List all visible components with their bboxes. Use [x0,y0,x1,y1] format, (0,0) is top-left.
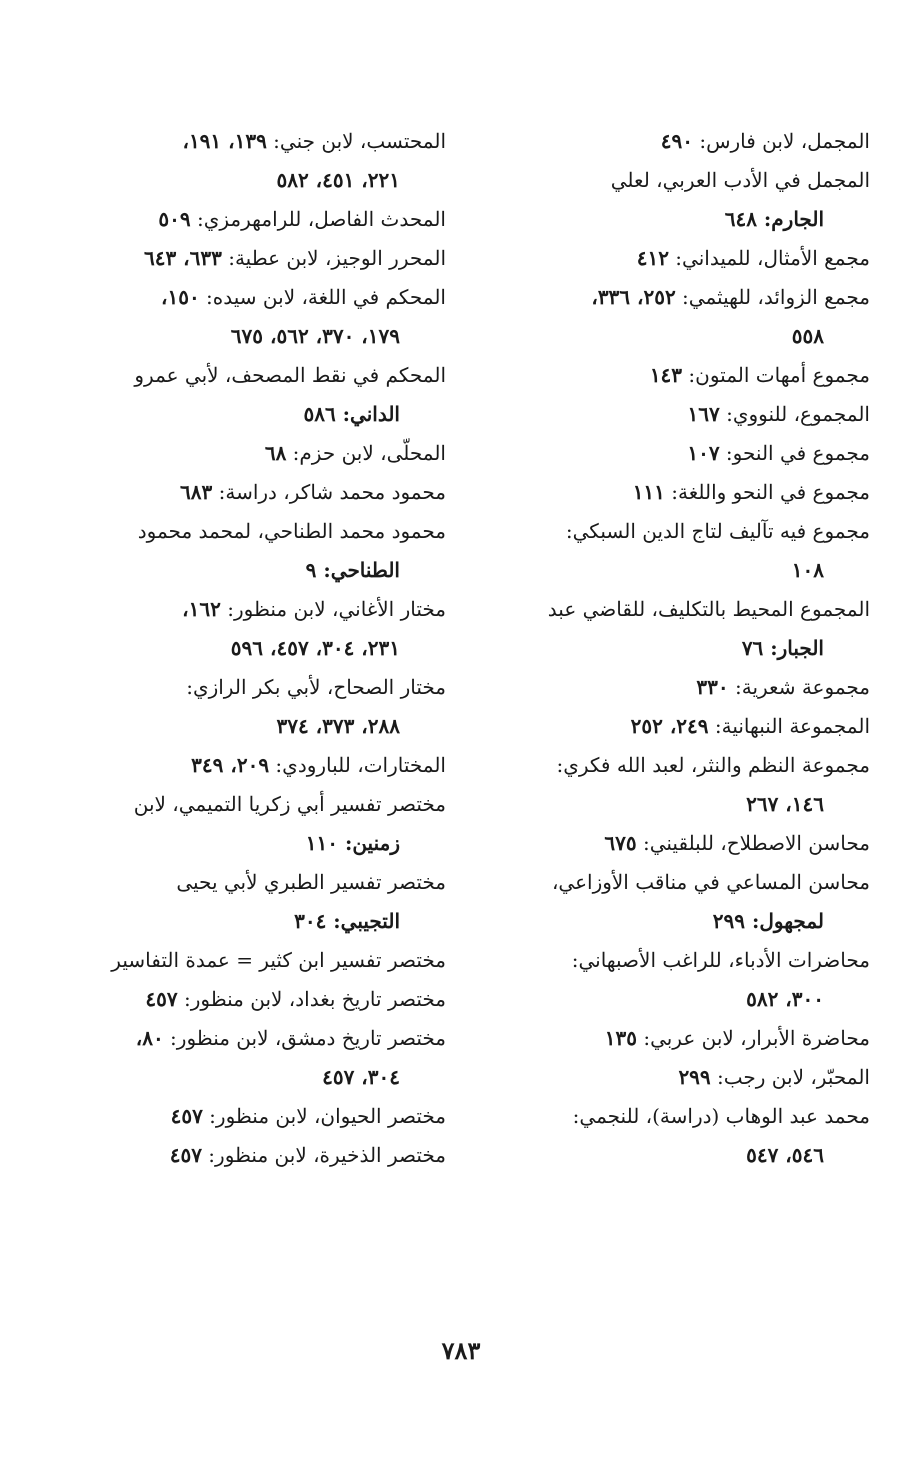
index-entry [498,707,870,746]
index-entry [498,512,870,590]
entry-title [74,785,446,824]
entry-continuation: الجبار: ٧٦ [741,636,824,660]
entry-title-text: محمود محمد الطناحي، لمحمد محمود [137,519,446,543]
entry-title [74,668,446,707]
index-entry [74,1136,446,1175]
index-entry [74,785,446,863]
index-column-left [74,122,446,1175]
entry-title-text: مجمع الزوائد، للهيثمي: [675,285,870,309]
index-entry [74,200,446,239]
entry-title-text: محاضرات الأدباء، للراغب الأصبهاني: [571,948,870,972]
entry-continuation: ٥٥٨ [791,324,824,348]
entry-title-text: مجموعة شعرية: [728,675,870,699]
entry-title-text: المحتسب، لابن جني: [266,129,446,153]
entry-pages: ٤٥٧ [170,1104,203,1128]
entry-title [498,122,870,161]
entry-title-text: المحكم في اللغة، لابن سيده: [199,285,446,309]
entry-title-text: مختصر تفسير أبي زكريا التميمي، لابن [133,792,446,816]
index-entry [74,473,446,512]
entry-title-text: محاسن المساعي في مناقب الأوزاعي، [551,870,870,894]
entry-title [74,356,446,395]
index-entry [498,746,870,824]
index-entry [498,278,870,356]
index-entry [498,239,870,278]
entry-title-text: المجموع، للنووي: [719,402,870,426]
entry-title [74,1019,446,1058]
entry-continuation: ٣٠٠، ٥٨٢ [746,987,824,1011]
index-entry [498,863,870,941]
entry-title-text: مختصر الذخيرة، لابن منظور: [201,1143,446,1167]
entry-title-text: المجمل، لابن فارس: [692,129,870,153]
index-entry [498,824,870,863]
index-entry [74,356,446,434]
entry-title [498,590,870,629]
entry-title [74,980,446,1019]
entry-pages: ٦٣٣، ٦٤٣ [143,246,222,270]
index-entry [74,863,446,941]
index-entry [498,1019,870,1058]
entry-continuation: الجارم: ٦٤٨ [724,207,824,231]
entry-pages: ١١١ [632,480,665,504]
index-entry [74,746,446,785]
entry-title [498,1058,870,1097]
entry-continuation: زمنين: ١١٠ [305,831,400,855]
entry-title [74,512,446,551]
entry-pages: ٦٨٣ [180,480,213,504]
entry-pages: ٥٠٩ [158,207,191,231]
entry-title [74,434,446,473]
index-entry [498,668,870,707]
entry-title [498,512,870,551]
entry-title-text: المحكم في نقط المصحف، لأبي عمرو [134,363,446,387]
index-entry [498,1097,870,1175]
index-entry [74,239,446,278]
entry-title-text: المحلّى، لابن حزم: [286,441,446,465]
page-number: ٧٨٣ [441,1336,481,1365]
entry-title [498,434,870,473]
entry-continuation: لمجهول: ٢٩٩ [712,909,824,933]
entry-pages: ١٦٢، [182,597,221,621]
entry-title [498,356,870,395]
entry-pages: ١٣٩، ١٩١، [182,129,267,153]
entry-pages: ١٤٣ [649,363,683,387]
entry-title-text: محمد عبد الوهاب (دراسة)، للنجمي: [572,1104,870,1128]
entry-title-text: محمود محمد شاكر، دراسة: [212,480,446,504]
entry-title-text: مختار الأغاني، لابن منظور: [220,597,446,621]
index-entry [74,668,446,746]
entry-title [74,746,446,785]
entry-continuation: ١٤٦، ٢٦٧ [746,792,824,816]
entry-title [74,1136,446,1175]
entry-title-text: المحدث الفاصل، للرامهرمزي: [190,207,446,231]
entry-title [498,161,870,200]
entry-title [498,1097,870,1136]
index-entry [74,122,446,200]
entry-title [498,707,870,746]
entry-title-text: المحرر الوجيز، لابن عطية: [221,246,446,270]
index-entry [74,1097,446,1136]
entry-continuation: ٢٢١، ٤٥١، ٥٨٢ [276,168,400,192]
entry-continuation: ٥٤٦، ٥٤٧ [746,1143,824,1167]
entry-title-text: المجمل في الأدب العربي، لعلي [610,168,870,192]
index-entry [498,1058,870,1097]
entry-pages: ١٠٧ [687,441,720,465]
index-entry [74,512,446,590]
index-entry [74,590,446,668]
entry-title [74,200,446,239]
entry-title-text: مختصر تاريخ بغداد، لابن منظور: [177,987,446,1011]
entry-continuation: ٢٨٨، ٣٧٣، ٣٧٤ [276,714,400,738]
index-entry [498,473,870,512]
entry-pages: ١٥٠، [160,285,200,309]
entry-title-text: مختصر تاريخ دمشق، لابن منظور: [163,1026,446,1050]
entry-title-text: المحبّر، لابن رجب: [710,1065,870,1089]
entry-title-text: مختصر الحيوان، لابن منظور: [202,1104,446,1128]
entry-title [74,863,446,902]
entry-pages: ٤٩٠ [660,129,693,153]
entry-title-text: مجموع في النحو: [719,441,870,465]
index-entry [498,434,870,473]
entry-continuation: ١٧٩، ٣٧٠، ٥٦٢، ٦٧٥ [230,324,400,348]
entry-pages: ٦٧٥ [604,831,637,855]
entry-title [498,1019,870,1058]
entry-title [498,941,870,980]
index-entry [498,941,870,1019]
entry-pages: ١٦٧ [687,402,720,426]
entry-continuation: الطناحي: ٩ [305,558,400,582]
entry-title [74,1097,446,1136]
entry-title [74,473,446,512]
entry-title [498,239,870,278]
entry-continuation: ١٠٨ [791,558,824,582]
index-entry [498,161,870,239]
entry-pages: ٢٥٢، ٣٣٦، [591,285,676,309]
entry-title [74,239,446,278]
entry-title [498,278,870,317]
index-entry [498,395,870,434]
entry-title [498,668,870,707]
index-entry [498,590,870,668]
entry-pages: ٢٤٩، ٢٥٢ [630,714,709,738]
entry-title-text: مختصر تفسير ابن كثير = عمدة التفاسير [111,948,446,972]
entry-continuation: ٣٠٤، ٤٥٧ [322,1065,400,1089]
entry-pages: ١٣٥ [604,1026,637,1050]
entry-title-text: مجموع أمهات المتون: [682,363,870,387]
entry-title [498,395,870,434]
entry-title [498,824,870,863]
index-entry [74,434,446,473]
entry-title [74,590,446,629]
entry-title-text: محاسن الاصطلاح، للبلقيني: [636,831,870,855]
entry-title-text: محاضرة الأبرار، لابن عربي: [636,1026,870,1050]
entry-title-text: المجموع المحيط بالتكليف، للقاضي عبد [547,597,870,621]
index-entry [498,122,870,161]
entry-continuation: التجيبي: ٣٠٤ [294,909,400,933]
entry-title [74,122,446,161]
entry-title [74,941,446,980]
entry-continuation: ٢٣١، ٣٠٤، ٤٥٧، ٥٩٦ [230,636,400,660]
entry-title [74,278,446,317]
entry-title [498,473,870,512]
entry-pages: ٤٥٧ [169,1143,202,1167]
entry-pages: ٢٩٩ [678,1065,711,1089]
entry-title-text: مجموعة النظم والنثر، لعبد الله فكري: [556,753,870,777]
index-entry [74,278,446,356]
entry-title-text: مختصر تفسير الطبري لأبي يحيى [176,870,446,894]
entry-title-text: مجموع فيه تآليف لتاج الدين السبكي: [565,519,870,543]
index-entry [74,941,446,980]
entry-pages: ٣٣٠ [696,675,729,699]
entry-title [498,863,870,902]
entry-pages: ٤١٢ [636,246,669,270]
entry-continuation: الداني: ٥٨٦ [303,402,400,426]
entry-pages: ٢٠٩، ٣٤٩ [191,753,270,777]
index-entry [498,356,870,395]
entry-title-text: المجموعة النبهانية: [708,714,870,738]
entry-title-text: مجمع الأمثال، للميداني: [668,246,870,270]
index-entry [74,1019,446,1097]
index-column-right [498,122,870,1175]
entry-pages: ٦٨ [264,441,287,465]
entry-title-text: المختارات، للبارودي: [269,753,446,777]
entry-pages: ٨٠، [135,1026,164,1050]
entry-pages: ٤٥٧ [145,987,178,1011]
index-entry [74,980,446,1019]
entry-title-text: مجموع في النحو واللغة: [664,480,870,504]
entry-title [498,746,870,785]
entry-title-text: مختار الصحاح، لأبي بكر الرازي: [186,675,446,699]
